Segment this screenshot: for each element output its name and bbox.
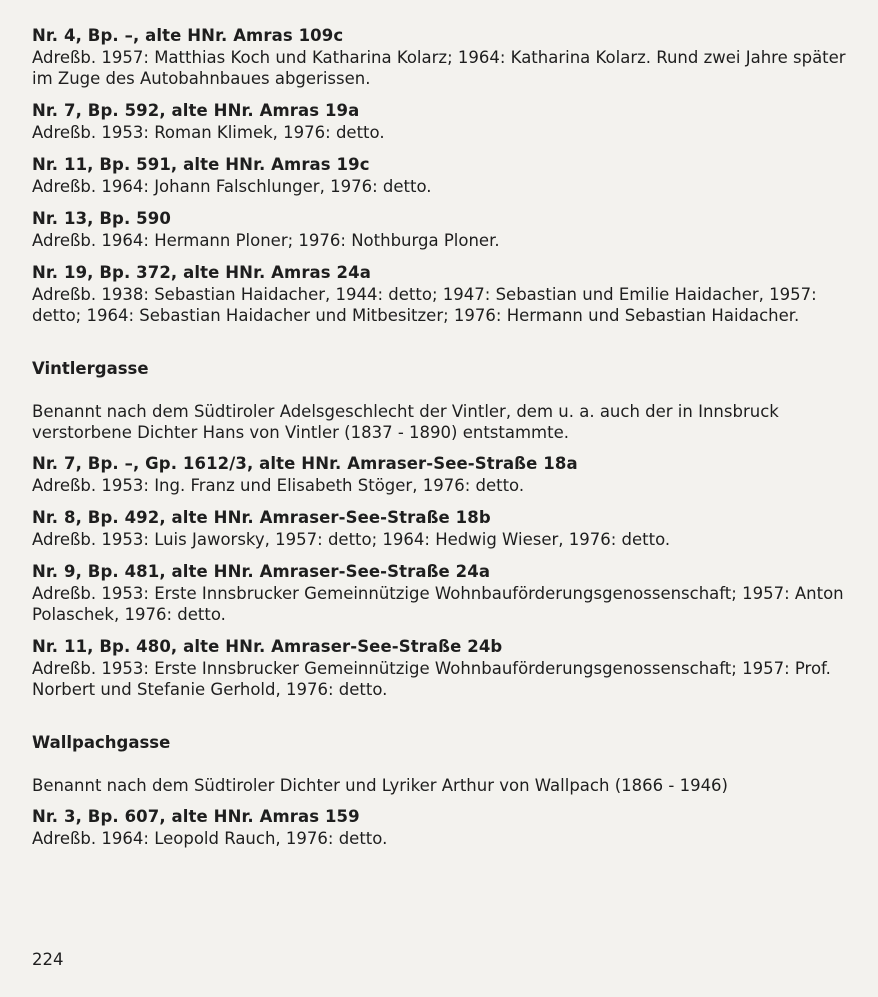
entry-nr-11 (32, 154, 858, 197)
entry-vintler-nr-7 (32, 453, 858, 496)
entry-heading: Nr. 4, Bp. –, alte HNr. Amras 109c (32, 26, 344, 45)
entry-text: Adreßb. 1964: Hermann Ploner; 1976: Nothburga Ploner. (32, 231, 500, 250)
entry-text: Adreßb. 1957: Matthias Koch und Katharina Kolarz; 1964: Katharina Kolarz. Rund zwei Jahre später im Zuge des Autobahnbaues abgerissen. (32, 48, 846, 88)
entry-nr-7 (32, 100, 858, 143)
section-title-wallpachgasse: Wallpachgasse (32, 733, 171, 752)
entry-text: Adreßb. 1953: Erste Innsbrucker Gemeinnützige Wohnbauförderungsgenossenschaft; 1957: Prof. Norbert und Stefanie Gerhold, 1976: detto. (32, 659, 831, 699)
entry-heading: Nr. 7, Bp. 592, alte HNr. Amras 19a (32, 101, 360, 120)
entry-vintler-nr-8 (32, 507, 858, 550)
entry-heading: Nr. 11, Bp. 591, alte HNr. Amras 19c (32, 155, 370, 174)
entry-text: Adreßb. 1953: Luis Jaworsky, 1957: detto; 1964: Hedwig Wieser, 1976: detto. (32, 530, 671, 549)
document-page (32, 25, 858, 860)
entry-heading: Nr. 19, Bp. 372, alte HNr. Amras 24a (32, 263, 371, 282)
section-title-vintlergasse: Vintlergasse (32, 359, 149, 378)
entry-heading: Nr. 7, Bp. –, Gp. 1612/3, alte HNr. Amraser-See-Straße 18a (32, 454, 578, 473)
entry-text: Adreßb. 1964: Leopold Rauch, 1976: detto. (32, 829, 388, 848)
entry-text: Adreßb. 1938: Sebastian Haidacher, 1944: detto; 1947: Sebastian und Emilie Haidacher, 1957: detto; 1964: Sebastian Haidacher und Mitbesitzer; 1976: Hermann und Sebastian Haidacher. (32, 285, 817, 325)
page-number: 224 (32, 950, 64, 969)
entry-wallpach-nr-3 (32, 806, 858, 849)
entry-nr-19 (32, 262, 858, 326)
entry-text: Adreßb. 1964: Johann Falschlunger, 1976: detto. (32, 177, 432, 196)
section-intro: Benannt nach dem Südtiroler Adelsgeschlecht der Vintler, dem u. a. auch der in Innsbruck verstorbene Dichter Hans von Vintler (1837 - 1890) entstammte. (32, 402, 779, 442)
entry-heading: Nr. 8, Bp. 492, alte HNr. Amraser-See-Straße 18b (32, 508, 491, 527)
entry-heading: Nr. 11, Bp. 480, alte HNr. Amraser-See-Straße 24b (32, 637, 503, 656)
entry-vintler-nr-11 (32, 636, 858, 700)
entry-heading: Nr. 13, Bp. 590 (32, 209, 171, 228)
entry-heading: Nr. 9, Bp. 481, alte HNr. Amraser-See-Straße 24a (32, 562, 491, 581)
entry-vintler-nr-9 (32, 561, 858, 625)
entry-nr-4 (32, 25, 858, 89)
entry-text: Adreßb. 1953: Roman Klimek, 1976: detto. (32, 123, 385, 142)
entry-text: Adreßb. 1953: Erste Innsbrucker Gemeinnützige Wohnbauförderungsgenossenschaft; 1957: Anton Polaschek, 1976: detto. (32, 584, 844, 624)
section-intro: Benannt nach dem Südtiroler Dichter und Lyriker Arthur von Wallpach (1866 - 1946) (32, 776, 728, 795)
entry-nr-13 (32, 208, 858, 251)
entry-heading: Nr. 3, Bp. 607, alte HNr. Amras 159 (32, 807, 360, 826)
entry-text: Adreßb. 1953: Ing. Franz und Elisabeth Stöger, 1976: detto. (32, 476, 525, 495)
